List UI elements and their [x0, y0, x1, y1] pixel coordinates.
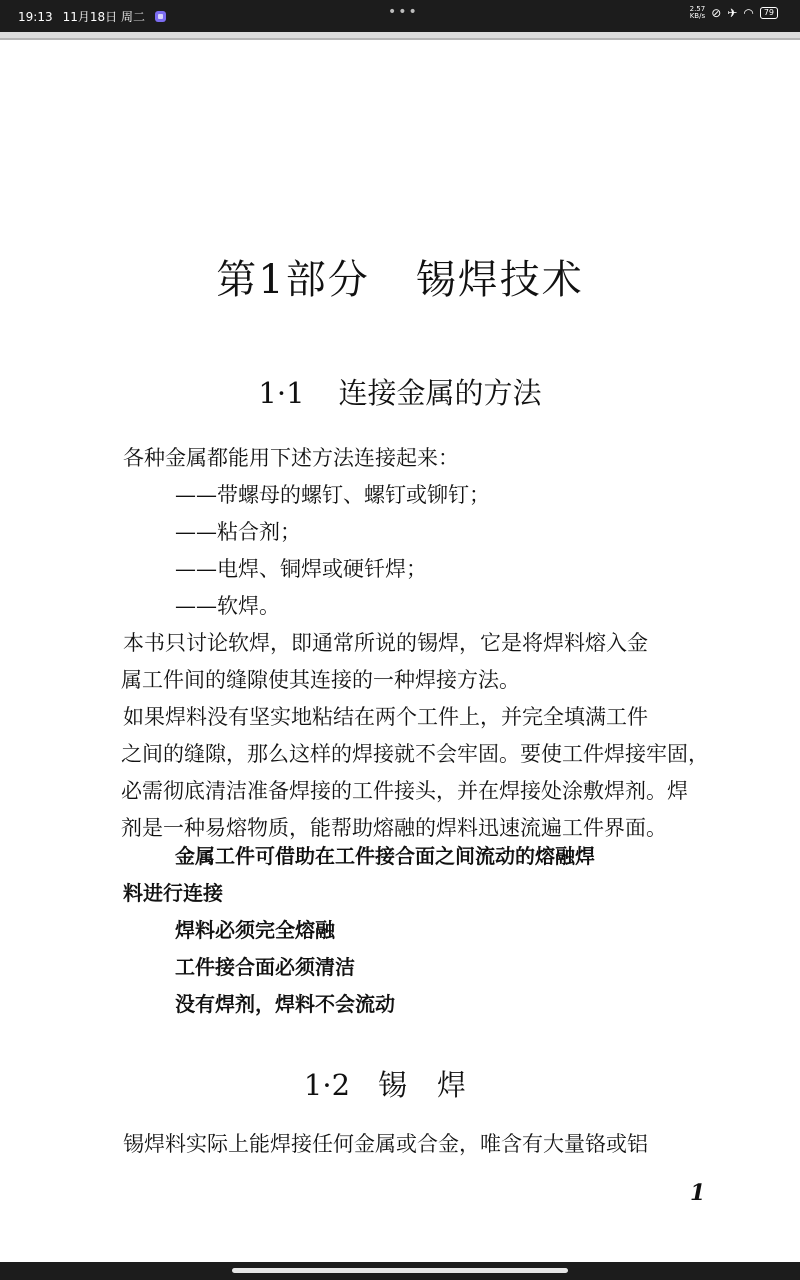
more-dots-icon[interactable]: ••• — [388, 4, 419, 20]
paragraph-line: 剂是一种易熔物质，能帮助熔融的焊料迅速流遍工件界面。 — [121, 816, 667, 840]
part-title-text: 锡焊技术 — [415, 257, 584, 303]
summary-box — [123, 838, 723, 1023]
list-item: ——粘合剂； — [175, 520, 301, 544]
part-title-number: 第1部分 — [216, 257, 370, 303]
home-gesture-handle[interactable] — [232, 1268, 568, 1273]
summary-line: 金属工件可借助在工件接合面之间流动的熔融焊 — [175, 844, 595, 868]
section-2-title — [0, 1063, 800, 1104]
paragraph-line: 锡焊料实际上能焊接任何金属或合金，唯含有大量铬或铝 — [123, 1132, 648, 1156]
reader-top-divider-shadow — [0, 38, 800, 40]
status-bar — [0, 0, 800, 32]
status-time: 19:13 — [18, 9, 53, 24]
network-speed: 2.57 KB/s — [689, 5, 706, 20]
body-text — [123, 440, 723, 847]
mute-icon: ⊘ — [711, 6, 722, 20]
list-item: ——软焊。 — [175, 594, 280, 618]
summary-line: 工件接合面必须清洁 — [175, 955, 355, 979]
list-item: ——电焊、铜焊或硬钎焊； — [175, 557, 427, 581]
section-1-title — [0, 371, 800, 412]
airplane-icon: ✈ — [727, 6, 738, 20]
wifi-icon: ◠ — [743, 6, 754, 20]
part-title — [0, 248, 800, 305]
section-2-text: 锡焊 — [378, 1068, 497, 1102]
paragraph-line: 属工件间的缝隙使其连接的一种焊接方法。 — [121, 668, 520, 692]
section-1-number: 1·1 — [258, 376, 305, 410]
summary-line: 料进行连接 — [123, 881, 223, 905]
paragraph-line: 之间的缝隙，那么这样的焊接就不会牢固。要使工件焊接牢固， — [121, 742, 709, 766]
summary-line: 焊料必须完全熔融 — [175, 918, 335, 942]
summary-line: 没有焊剂，焊料不会流动 — [175, 992, 395, 1016]
paragraph-line: 如果焊料没有坚实地粘结在两个工件上，并完全填满工件 — [123, 705, 648, 729]
calendar-icon — [155, 11, 166, 22]
page-number: 1 — [690, 1180, 706, 1206]
body-text-continued — [123, 1126, 723, 1163]
navigation-bar — [0, 1262, 800, 1280]
section-2-number: 1·2 — [303, 1068, 351, 1102]
paragraph-line: 本书只讨论软焊，即通常所说的锡焊，它是将焊料熔入金 — [123, 631, 648, 655]
list-item: ——带螺母的螺钉、螺钉或铆钉； — [175, 483, 490, 507]
status-date: 11月18日 周二 — [62, 10, 145, 24]
paragraph-line: 必需彻底清洁准备焊接的工件接头，并在焊接处涂敷焊剂。焊 — [121, 779, 688, 803]
battery-icon: 79 — [760, 7, 778, 19]
section-1-text: 连接金属的方法 — [338, 376, 542, 410]
paragraph-line: 各种金属都能用下述方法连接起来： — [123, 446, 459, 470]
